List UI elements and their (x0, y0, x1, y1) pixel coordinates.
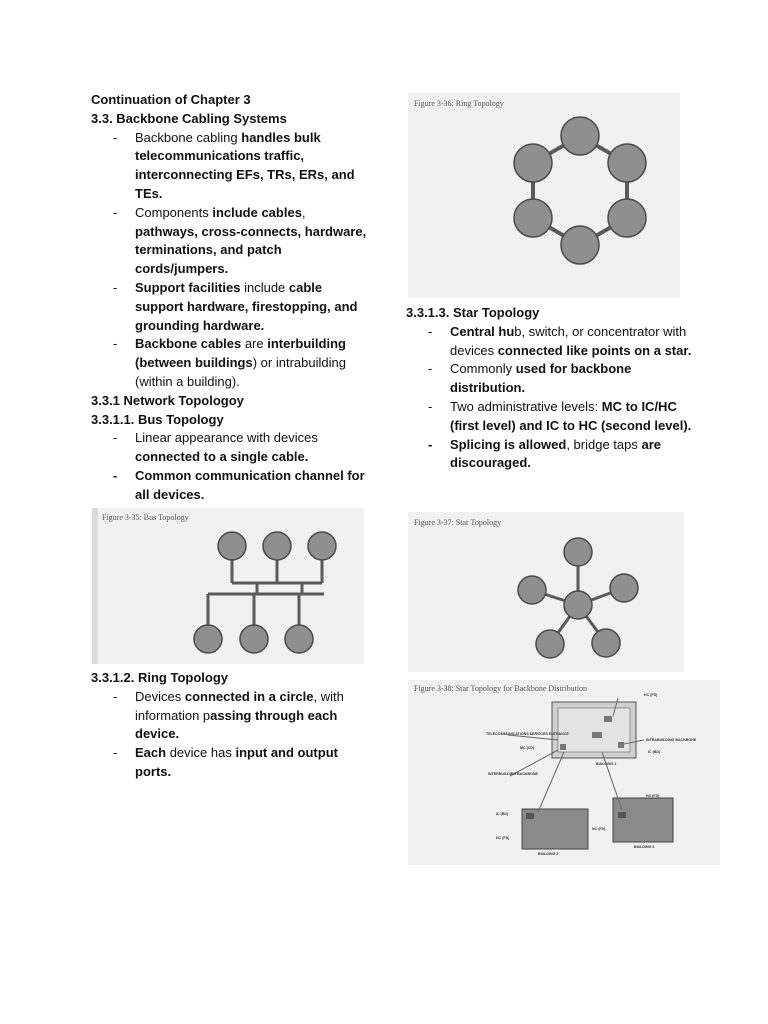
label-intrabuilding: INTRABUILDING BACKBONE (646, 738, 697, 742)
list-item: - Components include cables, pathways, cross-connects, hardware, terminations, and patch cords/jumpers. (113, 204, 367, 277)
section-heading: 3.3. Backbone Cabling Systems (91, 110, 287, 126)
bullet-dash: - (113, 430, 118, 446)
ring-node (608, 144, 646, 182)
bullet-dash: - (113, 688, 118, 704)
label-hc: HC (FD) (646, 794, 660, 798)
label-telecom-entrance: TELECOMMUNICATIONS SERVICES ENTRANCE (486, 732, 569, 736)
label-ic: IC (BD) (648, 750, 661, 754)
ring-topology-heading: 3.3.1.2. Ring Topology (91, 670, 228, 685)
label-ic: IC (BD) (496, 812, 509, 816)
bus-node (240, 625, 268, 653)
bus-node (285, 625, 313, 653)
bus-node (263, 532, 291, 560)
star-node (610, 574, 638, 602)
ring-node (608, 199, 646, 237)
bus-node (194, 625, 222, 653)
label-hc: HC (FD) (496, 836, 510, 840)
bullet-dash: - (113, 129, 118, 145)
star-node (536, 630, 564, 658)
list-item: - Support facilities include cable support hardware, firestopping, and grounding hardware. (113, 279, 358, 333)
list-item: - Backbone cabling handles bulk telecommunications traffic, interconnecting EFs, TRs, ERs, and TEs. (113, 129, 355, 201)
list-item: - Central hub, switch, or concentrator with devices connected like points on a star. (428, 323, 692, 358)
bullet-dash: - (428, 323, 433, 339)
star-topology-section (406, 304, 706, 473)
star-diagram (408, 512, 684, 672)
chapter-heading: Continuation of Chapter 3 (91, 92, 251, 107)
star-topology-figure (408, 512, 684, 672)
label-building-3: BUILDING 3 (634, 845, 655, 849)
list-item: - Commonly used for backbone distribution. (428, 361, 632, 396)
label-hc: HC (FD) (592, 827, 606, 831)
list-item: - Splicing is allowed, bridge taps are discouraged. (428, 436, 661, 471)
bullet-dash: - (113, 336, 118, 352)
ring-node (561, 117, 599, 155)
figure-caption: Figure 3-37: Star Topology (414, 518, 502, 527)
label-hc: HC (FD) (644, 693, 658, 697)
backbone-diagram (408, 680, 720, 865)
bullet-dash: - (428, 361, 433, 377)
bus-topology-figure (92, 508, 364, 664)
list-item: - Common communication channel for all devices. (113, 467, 365, 502)
list-item: - Two administrative levels: MC to IC/HC (first level) and IC to HC (second level). (428, 398, 692, 433)
building-3 (613, 798, 673, 842)
ring-topology-figure (408, 93, 680, 298)
label-mc: MC (CD) (520, 746, 535, 750)
left-column (91, 91, 371, 505)
star-node (518, 576, 546, 604)
star-node (564, 538, 592, 566)
label-building-2: BUILDING 2 (538, 852, 559, 856)
list-item: - Each device has input and output ports. (113, 745, 338, 779)
bullet-dash: - (113, 279, 118, 295)
ring-node (514, 199, 552, 237)
figure-caption: Figure 3-36: Ring Topology (414, 99, 504, 108)
list-item: - Backbone cables are interbuilding (between buildings) or intrabuilding (within a building). (113, 336, 346, 389)
bullet-dash: - (428, 398, 433, 414)
list-item: - Devices connected in a circle, with information passing through each device. (113, 688, 344, 742)
bullet-dash: - (113, 745, 118, 761)
ring-node (514, 144, 552, 182)
network-topology-heading: 3.3.1 Network Topologoy (91, 392, 244, 408)
star-topology-heading: 3.3.1.3. Star Topology (406, 305, 540, 320)
bus-node (218, 532, 246, 560)
ring-topology-section (91, 669, 371, 782)
star-node (592, 629, 620, 657)
label-interbuilding: INTERBUILDING BACKBONE (488, 772, 538, 776)
bus-node (308, 532, 336, 560)
figure-caption: Figure 3-38: Star Topology for Backbone Distribution (414, 684, 588, 693)
bus-topology-heading: 3.3.1.1. Bus Topology (91, 411, 224, 427)
ring-node (561, 226, 599, 264)
bus-diagram (92, 508, 364, 664)
bus-cable (208, 546, 324, 638)
star-hub (564, 591, 592, 619)
bullet-dash: - (428, 436, 433, 452)
figure-caption: Figure 3-35: Bus Topology (102, 513, 189, 522)
bullet-dash: - (113, 204, 118, 220)
label-building-1: BUILDING 1 (596, 762, 617, 766)
ring-diagram (408, 93, 680, 298)
bullet-dash: - (113, 467, 118, 483)
backbone-distribution-figure (408, 680, 720, 865)
list-item: - Linear appearance with devices connected to a single cable. (113, 430, 318, 465)
